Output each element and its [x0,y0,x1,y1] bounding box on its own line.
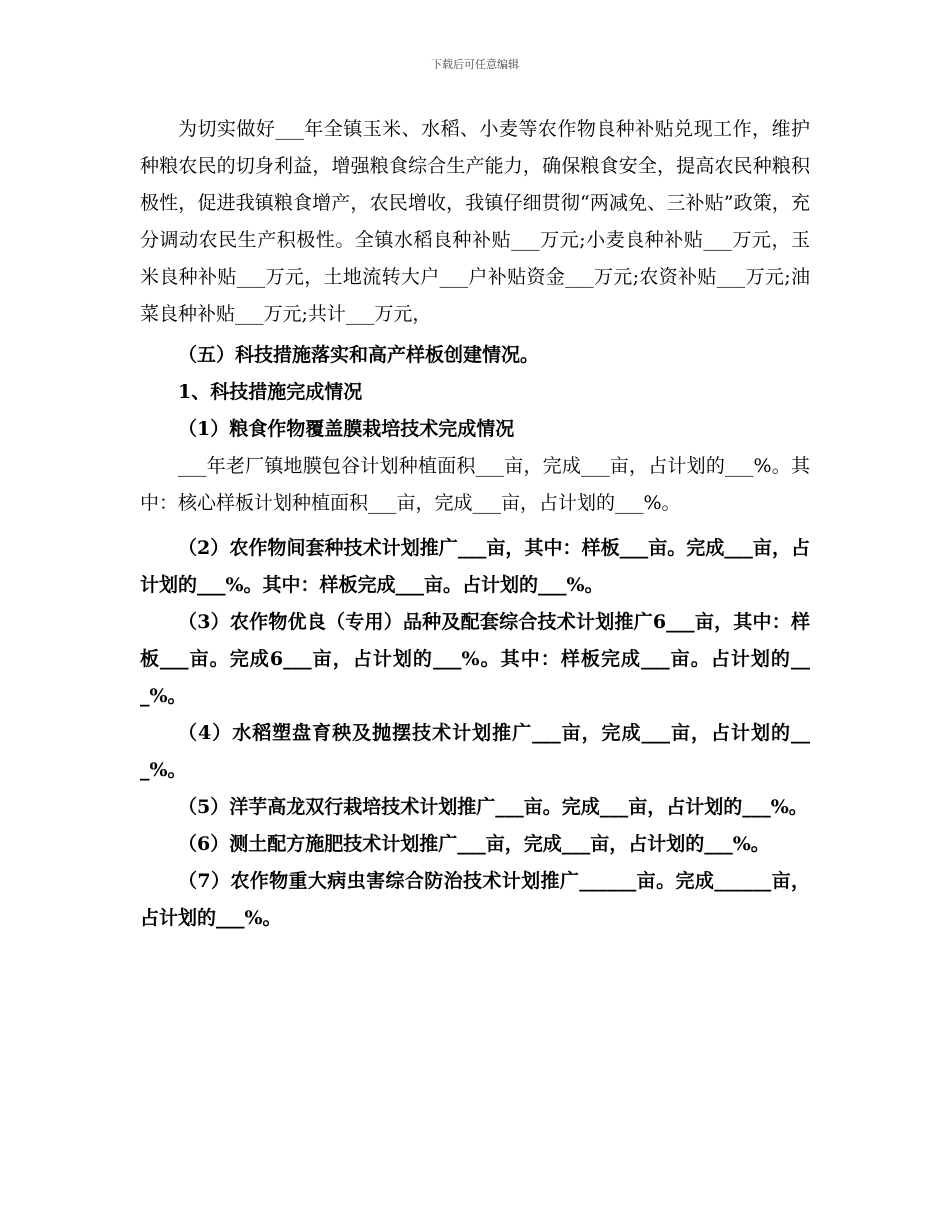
item4-paragraph: （4）水稻塑盘育秧及抛摆技术计划推广___亩，完成___亩，占计划的___%。 [140,722,810,781]
section-heading: （五）科技措施落实和高产样板创建情况。 [178,344,540,366]
item3-paragraph: （3）农作物优良（专用）品种及配套综合技术计划推广6___亩，其中：样板___亩。完成6___亩，占计划的___%。其中：样板完成___亩。占计划的___%。 [140,611,810,707]
item2-paragraph: （2）农作物间套种技术计划推广___亩，其中：样板___亩。完成___亩，占计划的___%。其中：样板完成___亩。占计划的___%。 [140,537,810,596]
intro-paragraph: 为切实做好___年全镇玉米、水稻、小麦等农作物良种补贴兑现工作，维护种粮农民的切身利益，增强粮食综合生产能力，确保粮食安全，提高农民种粮积极性，促进我镇粮食增产，农民增收，我镇仔细贯彻“两减免、三补贴”政策，充分调动农民生产积极性。全镇水稻良种补贴___万元;小麦良种补贴___万元，玉米良种补贴___万元，土地流转大户___户补贴资金___万元;农资补贴___万元;油菜良种补贴___万元;共计___万元， [140,118,810,325]
item1-heading: （1）粮食作物覆盖膜栽培技术完成情况 [178,418,515,440]
item5-paragraph: （5）洋芋高龙双行栽培技术计划推广___亩。完成___亩，占计划的___%。 [178,796,808,818]
document-body [140,111,810,937]
subsection-heading: 1、科技措施完成情况 [178,381,363,403]
page-header: 下载后可任意编辑 [431,58,519,71]
item1-body: ___年老厂镇地膜包谷计划种植面积___亩，完成___亩，占计划的___%。其中：核心样板计划种植面积___亩，完成___亩，占计划的___%。 [140,455,810,514]
item6-paragraph: （6）测土配方施肥技术计划推广___亩，完成___亩，占计划的___%。 [178,833,770,855]
item7-paragraph: （7）农作物重大病虫害综合防治技术计划推广______亩。完成______亩，占计划的___%。 [140,870,810,929]
